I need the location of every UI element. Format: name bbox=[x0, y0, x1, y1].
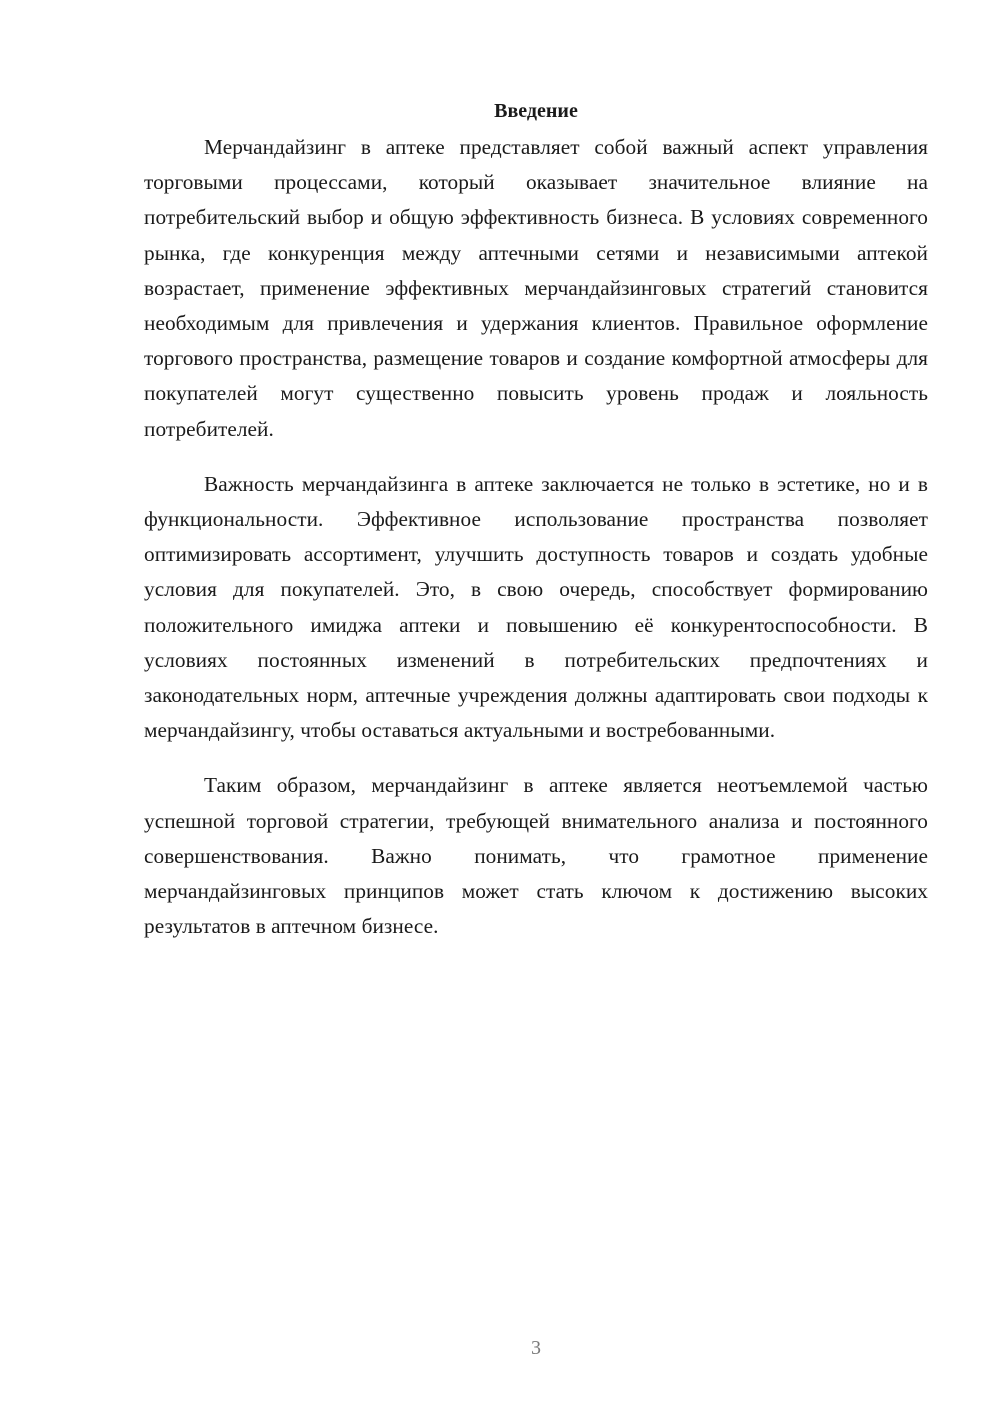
paragraph-3: Таким образом, мерчандайзинг в аптеке является неотъемлемой частью успешной торговой стратегии, требующей внимательного анализа и постоянного совершенствования. Важно понимать, что грамотное применение мерчандайзинговых принципов может стать ключом к достижению высоких результатов в аптечном бизнесе. bbox=[144, 773, 928, 939]
paragraph-2: Важность мерчандайзинга в аптеке заключается не только в эстетике, но и в функциональности. Эффективное использование пространства позволяет оптимизировать ассортимент, улучшить доступность товаров и создать удобные условия для покупателей. Это, в свою очередь, способствует формированию положительного имиджа аптеки и повышению её конкурентоспособности. В условиях постоянных изменений в потребительских предпочтениях и законодательных норм, аптечные учреждения должны адаптировать свои подходы к мерчандайзингу, чтобы оставаться актуальными и востребованными. bbox=[144, 471, 928, 743]
paragraph-1: Мерчандайзинг в аптеке представляет собой важный аспект управления торговыми процессами, который оказывает значительное влияние на потребительский выбор и общую эффективность бизнеса. В условиях современного рынка, где конкуренция между аптечными сетями и независимыми аптекой возрастает, применение эффективных мерчандайзинговых стратегий становится необходимым для привлечения и удержания клиентов. Правильное оформление торгового пространства, размещение товаров и создание комфортной атмосферы для покупателей могут существенно повысить уровень продаж и лояльность потребителей. bbox=[144, 135, 928, 441]
page-number: 3 bbox=[531, 1337, 541, 1359]
page-content bbox=[144, 96, 928, 964]
section-title: Введение bbox=[494, 100, 578, 122]
